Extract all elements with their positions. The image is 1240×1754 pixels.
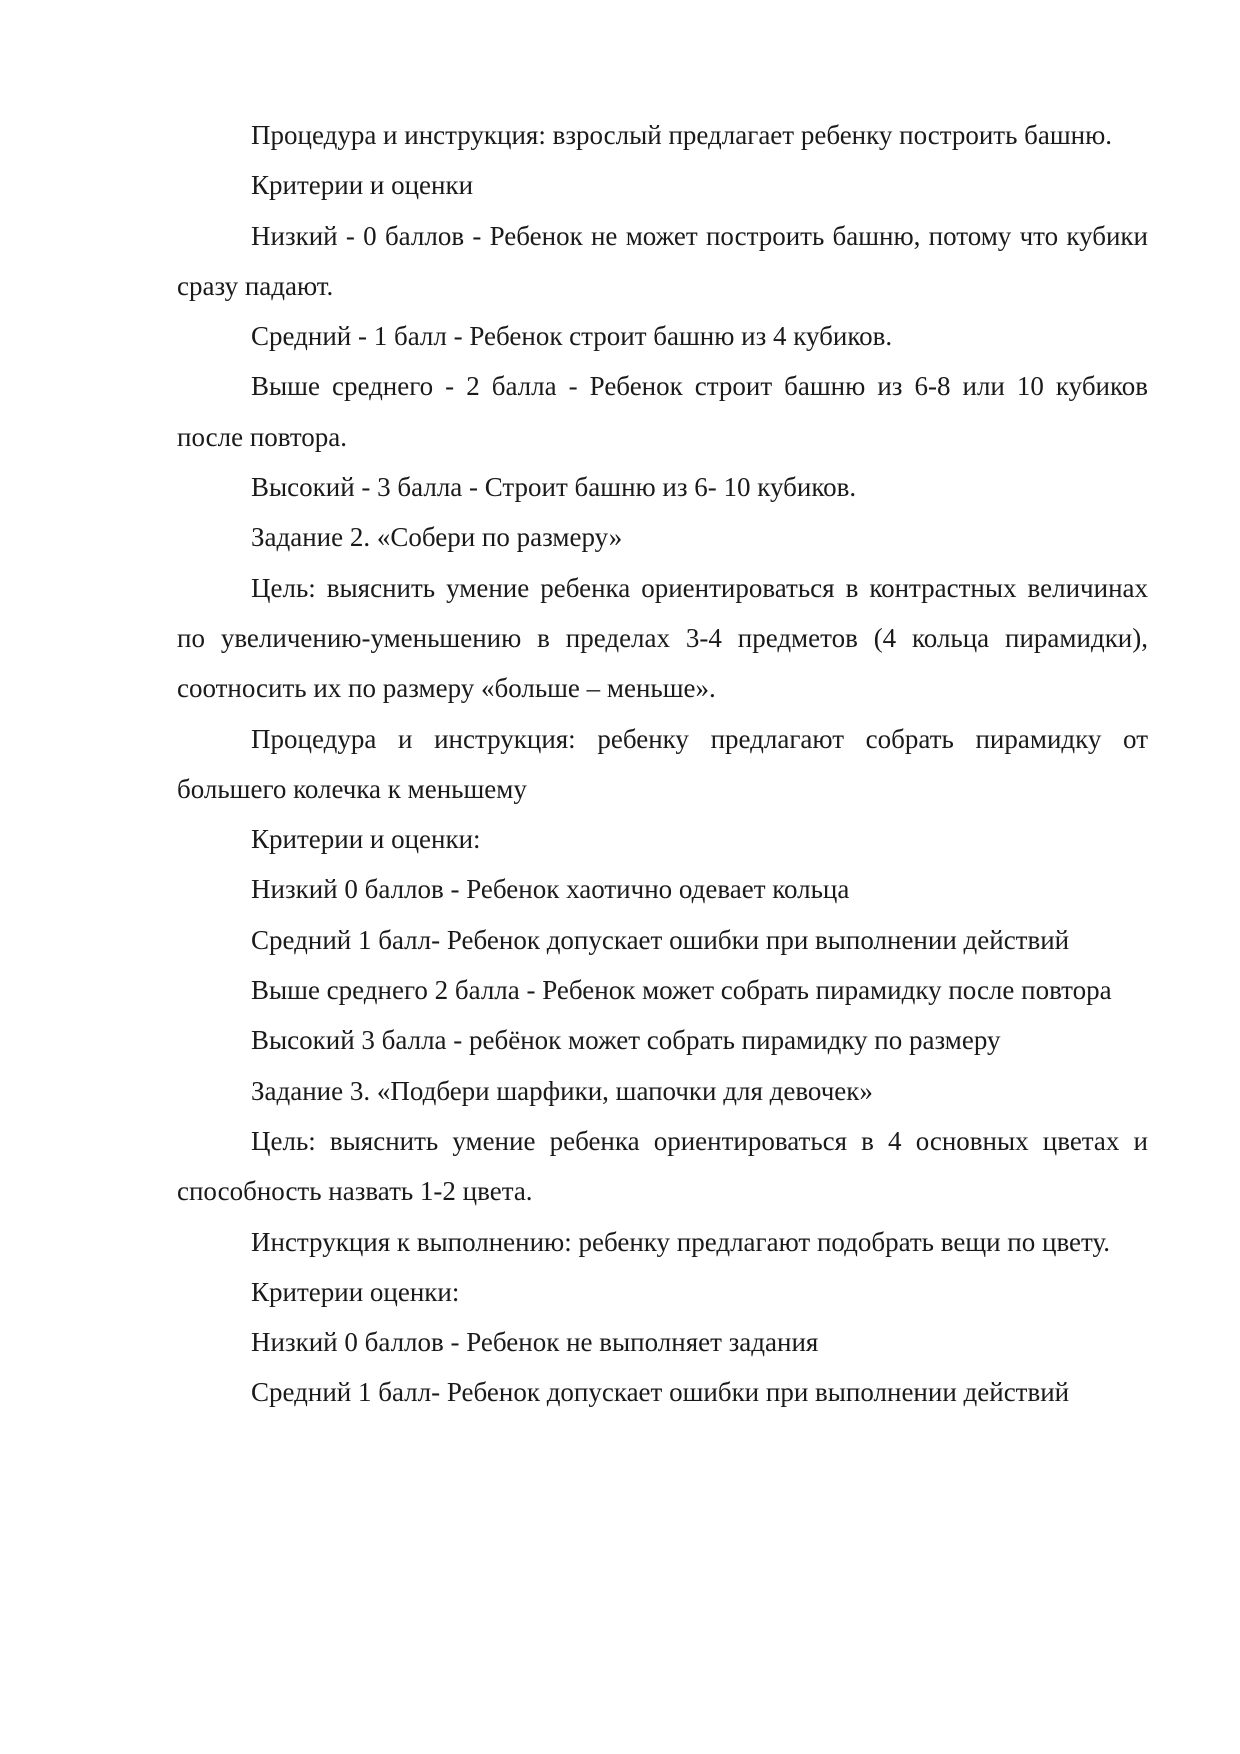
paragraph-low-score-3: Низкий 0 баллов - Ребенок не выполняет задания xyxy=(251,1327,819,1358)
paragraph-task-3-goal: Цель: выяснить умение ребенка ориентироваться в 4 основных цветах и способность назвать 1-2 цвета. xyxy=(177,1125,1148,1207)
paragraph-medium-score-1: Средний - 1 балл - Ребенок строит башню из 4 кубиков. xyxy=(251,321,893,352)
paragraph-medium-score-2: Средний 1 балл- Ребенок допускает ошибки при выполнении действий xyxy=(251,924,1070,955)
paragraph-task-2-goal: Цель: выяснить умение ребенка ориентироваться в контрастных величинах по увеличению-уменьшению в пределах 3-4 предметов (4 кольца пирамидки), соотносить их по размеру «больше – меньше». xyxy=(177,572,1148,704)
paragraph-procedure-1: Процедура и инструкция: взрослый предлагает ребенку построить башню. xyxy=(251,120,1113,150)
paragraph-low-score-2: Низкий 0 баллов - Ребенок хаотично одевает кольца xyxy=(251,874,850,905)
paragraph-high-score-2: Высокий 3 балла - ребёнок может собрать пирамидку по размеру xyxy=(251,1025,1001,1056)
paragraph-above-medium-score-2: Выше среднего 2 балла - Ребенок может собрать пирамидку после повтора xyxy=(251,975,1112,1006)
paragraph-low-score-1: Низкий - 0 баллов - Ребенок не может построить башню, потому что кубики сразу падают. xyxy=(177,220,1148,301)
paragraph-task-2-title: Задание 2. «Собери по размеру» xyxy=(251,522,623,553)
paragraph-high-score-1: Высокий - 3 балла - Строит башню из 6- 10 кубиков. xyxy=(251,472,857,503)
paragraph-criteria-heading-1: Критерии и оценки xyxy=(251,170,474,201)
paragraph-criteria-heading-3: Критерии оценки: xyxy=(251,1276,460,1307)
paragraph-medium-score-3: Средний 1 балл- Ребенок допускает ошибки при выполнении действий xyxy=(251,1377,1070,1408)
paragraph-procedure-2: Процедура и инструкция: ребенку предлагают собрать пирамидку от большего колечка к меньшему xyxy=(177,723,1148,804)
paragraph-criteria-heading-2: Критерии и оценки: xyxy=(251,824,481,855)
document-body xyxy=(177,110,1148,1418)
paragraph-above-medium-score-1: Выше среднего - 2 балла - Ребенок строит башню из 6-8 или 10 кубиков после повтора. xyxy=(177,371,1148,452)
paragraph-instruction-3: Инструкция к выполнению: ребенку предлагают подобрать вещи по цвету. xyxy=(251,1226,1111,1257)
paragraph-task-3-title: Задание 3. «Подбери шарфики, шапочки для девочек» xyxy=(251,1075,873,1106)
